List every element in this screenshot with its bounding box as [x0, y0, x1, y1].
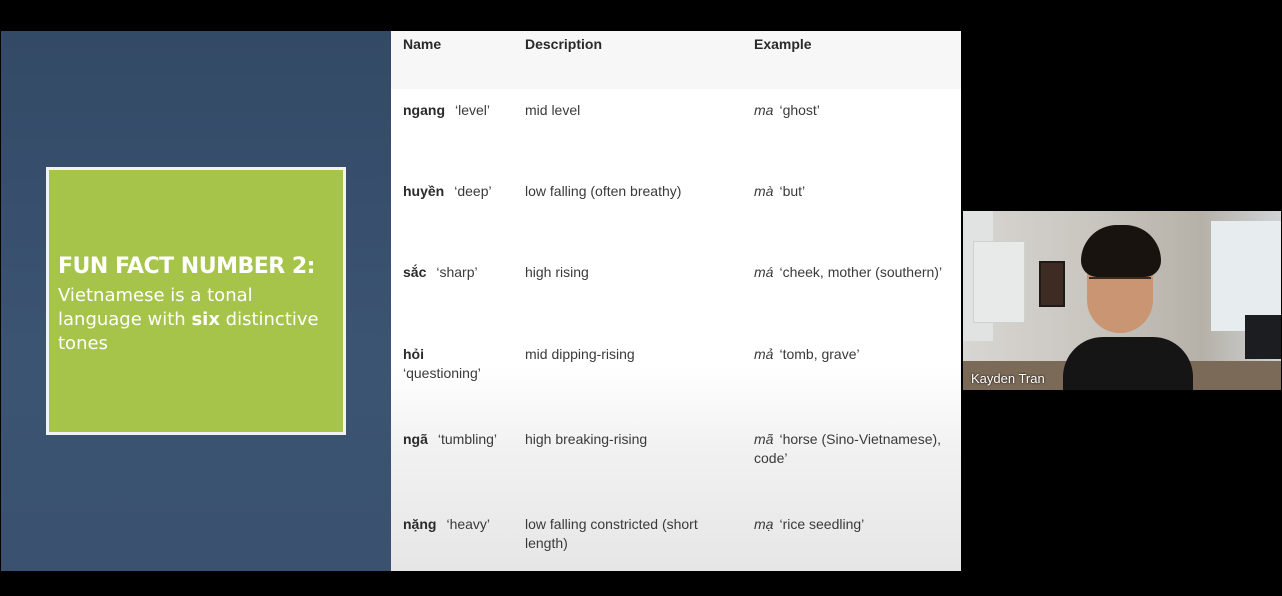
tone-example-cell: [754, 263, 959, 282]
tone-description: mid level: [525, 102, 581, 118]
fun-fact-body-text: Vietnamese is a tonal language with: [58, 285, 253, 330]
tone-gloss: ‘sharp’: [436, 264, 478, 280]
header-name: Name: [403, 36, 442, 52]
tone-name-cell: [403, 430, 513, 449]
slide-left-panel: [1, 31, 391, 571]
video-whiteboard: [973, 241, 1025, 323]
tone-example-cell: [754, 182, 954, 201]
example-word: má: [754, 264, 774, 280]
tone-name: huyền: [403, 183, 445, 199]
tone-name: ngã: [403, 431, 428, 447]
header-description: Description: [525, 36, 603, 52]
example-word: mà: [754, 183, 774, 199]
example-gloss: ‘horse (Sino-Vietnamese), code’: [754, 431, 942, 466]
fun-fact-body-text-end: distinctive tones: [58, 309, 319, 354]
participant-hair: [1081, 225, 1161, 277]
tone-example-cell: [754, 345, 954, 364]
example-word: ma: [754, 102, 774, 118]
fun-fact-body-emphasis: six: [191, 309, 220, 330]
example-gloss: ‘cheek, mother (southern)’: [779, 264, 943, 280]
tone-name-cell: [403, 515, 513, 534]
video-monitor: [1245, 315, 1281, 359]
participant-name-label: Kayden Tran: [971, 371, 1045, 386]
tone-name: sắc: [403, 264, 427, 280]
tone-example-cell: [754, 101, 954, 120]
tone-name: ngang: [403, 102, 445, 118]
example-word: mả: [754, 346, 774, 362]
tone-gloss: ‘tumbling’: [437, 431, 498, 447]
fun-fact-card: [46, 167, 346, 435]
fun-fact-heading: FUN FACT NUMBER 2:: [58, 254, 315, 279]
tone-description: low falling constricted (short length): [525, 516, 698, 551]
tone-description: high breaking-rising: [525, 431, 648, 447]
fun-fact-body: [58, 284, 338, 356]
participant-glasses: [1089, 277, 1151, 295]
tone-table: [391, 31, 961, 571]
participant-body: [1063, 337, 1193, 390]
example-gloss: ‘ghost’: [779, 102, 820, 118]
tone-name-cell: [403, 101, 513, 120]
tone-gloss: ‘deep’: [454, 183, 492, 199]
tone-description: mid dipping-rising: [525, 346, 635, 362]
tone-name-cell: [403, 182, 513, 201]
tone-description: high rising: [525, 264, 589, 280]
shared-screen-slide: [1, 31, 961, 571]
header-example: Example: [754, 36, 812, 52]
tone-name-cell: [403, 345, 503, 383]
example-gloss: ‘but’: [779, 183, 806, 199]
example-word: mạ: [754, 516, 774, 532]
tone-table-header: [391, 31, 961, 89]
video-poster: [1039, 261, 1065, 307]
tone-gloss: ‘level’: [455, 102, 491, 118]
example-gloss: ‘rice seedling’: [779, 516, 865, 532]
tone-name-cell: [403, 263, 513, 282]
tone-name: hỏi: [403, 346, 424, 362]
participant-video-tile[interactable]: [963, 211, 1281, 390]
tone-gloss: ‘heavy’: [446, 516, 491, 532]
tone-example-cell: [754, 430, 954, 468]
tone-name: nặng: [403, 516, 437, 532]
example-gloss: ‘tomb, grave’: [779, 346, 860, 362]
participant-figure: [1063, 225, 1183, 390]
tone-example-cell: [754, 515, 954, 534]
tone-gloss: ‘questioning’: [403, 365, 481, 381]
example-word: mã: [754, 431, 774, 447]
tone-description: low falling (often breathy): [525, 183, 682, 199]
